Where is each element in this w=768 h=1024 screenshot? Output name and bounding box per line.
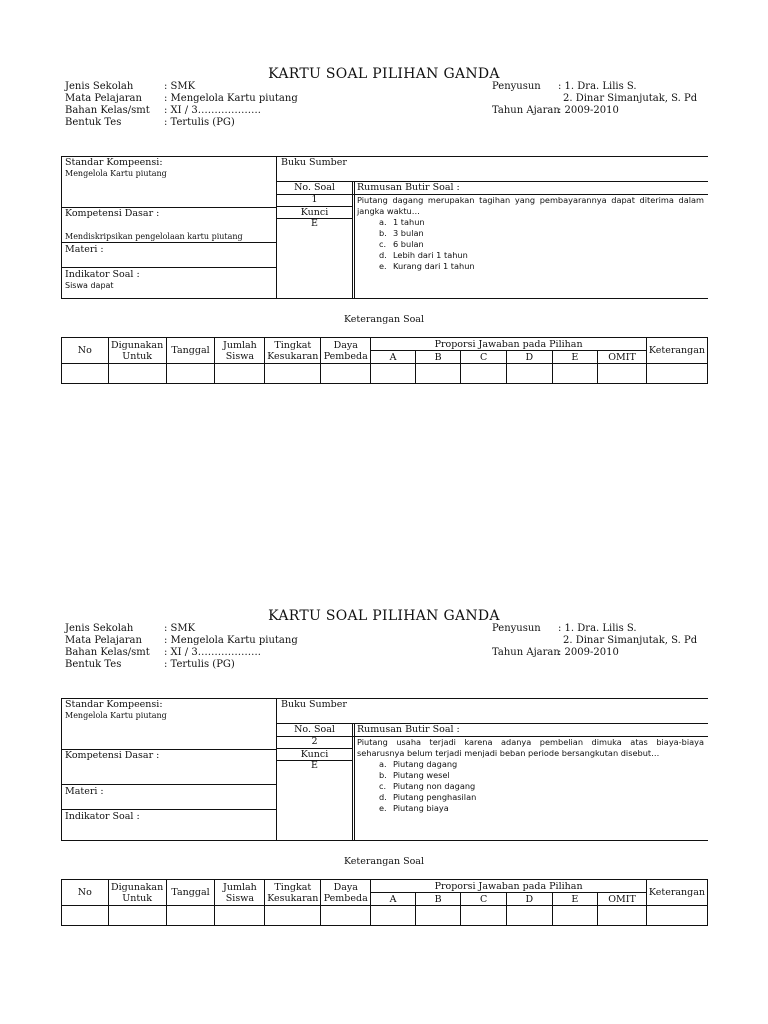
info-value: : XI / 3………………. bbox=[164, 647, 261, 658]
info-value: : XI / 3………………. bbox=[164, 105, 261, 116]
empty-cell bbox=[215, 906, 265, 926]
empty-cell bbox=[166, 364, 215, 384]
empty-cell bbox=[552, 364, 598, 384]
grid-line bbox=[61, 267, 277, 268]
empty-cell bbox=[321, 906, 371, 926]
indikator-label: Indikator Soal : bbox=[65, 811, 140, 822]
option-item: b. 3 bulan bbox=[379, 228, 424, 238]
choice-e: E bbox=[552, 351, 598, 364]
choice-c: C bbox=[461, 893, 507, 906]
indikator-label: Indikator Soal : bbox=[65, 269, 140, 280]
question-body bbox=[357, 195, 704, 272]
info-value: : Mengelola Kartu piutang bbox=[164, 635, 298, 646]
empty-cell bbox=[506, 906, 552, 926]
choice-a: A bbox=[371, 893, 416, 906]
empty-cell bbox=[461, 906, 507, 926]
choice-d: D bbox=[506, 893, 552, 906]
question-card bbox=[0, 66, 768, 466]
standar-value: Mengelola Kartu piutang bbox=[65, 711, 167, 720]
kunci-value: E bbox=[311, 218, 318, 229]
card-title: KARTU SOAL PILIHAN GANDA bbox=[268, 608, 500, 624]
empty-cell bbox=[265, 364, 321, 384]
grid-line bbox=[354, 181, 355, 299]
penyusun-label: Penyusun bbox=[492, 81, 541, 92]
info-values bbox=[164, 81, 298, 129]
no-soal-label: No. Soal bbox=[294, 182, 335, 193]
materi-label: Materi : bbox=[65, 244, 104, 255]
info-labels bbox=[65, 623, 150, 671]
choice-omit: OMIT bbox=[598, 351, 647, 364]
tahun-label: Tahun Ajaran bbox=[492, 105, 560, 116]
info-values bbox=[164, 623, 298, 671]
empty-cell bbox=[598, 364, 647, 384]
empty-cell bbox=[371, 364, 416, 384]
col-tanggal: Tanggal bbox=[166, 880, 215, 906]
author-labels bbox=[492, 81, 560, 117]
card-title: KARTU SOAL PILIHAN GANDA bbox=[268, 66, 500, 82]
materi-label: Materi : bbox=[65, 786, 104, 797]
info-label: Bahan Kelas/smt bbox=[65, 647, 150, 658]
standar-value: Mengelola Kartu piutang bbox=[65, 169, 167, 178]
grid-line bbox=[352, 181, 353, 299]
col-no: No bbox=[62, 880, 109, 906]
empty-cell bbox=[265, 906, 321, 926]
penyusun-label: Penyusun bbox=[492, 623, 541, 634]
choice-omit: OMIT bbox=[598, 893, 647, 906]
choice-b: B bbox=[415, 893, 461, 906]
empty-cell bbox=[108, 906, 166, 926]
col-tingkat: Tingkat Kesukaran bbox=[265, 338, 321, 364]
buku-sumber-label: Buku Sumber bbox=[281, 157, 347, 168]
empty-cell bbox=[415, 364, 461, 384]
standar-label: Standar Kompeensi: bbox=[65, 699, 163, 710]
empty-cell bbox=[321, 364, 371, 384]
choice-e: E bbox=[552, 893, 598, 906]
buku-sumber-label: Buku Sumber bbox=[281, 699, 347, 710]
col-digunakan: Digunakan Untuk bbox=[108, 880, 166, 906]
standar-label: Standar Kompeensi: bbox=[65, 157, 163, 168]
grid-line bbox=[61, 784, 277, 785]
empty-cell bbox=[646, 906, 707, 926]
col-digunakan: Digunakan Untuk bbox=[108, 338, 166, 364]
grid-line bbox=[61, 809, 277, 810]
info-label: Mata Pelajaran bbox=[65, 635, 142, 646]
empty-cell bbox=[598, 906, 647, 926]
tahun-value: : 2009-2010 bbox=[558, 647, 619, 658]
penyusun-1: : 1. Dra. Lilis S. bbox=[558, 81, 637, 92]
choice-d: D bbox=[506, 351, 552, 364]
col-no: No bbox=[62, 338, 109, 364]
col-tingkat: Tingkat Kesukaran bbox=[265, 880, 321, 906]
empty-cell bbox=[108, 364, 166, 384]
question-body bbox=[357, 737, 704, 814]
keterangan-table bbox=[61, 879, 708, 926]
info-label: Jenis Sekolah bbox=[65, 623, 134, 634]
col-keterangan: Keterangan bbox=[646, 338, 707, 364]
choice-a: A bbox=[371, 351, 416, 364]
kompetensi-value: Mendiskripsikan pengelolaan kartu piutang bbox=[65, 232, 243, 241]
tahun-value: : 2009-2010 bbox=[558, 105, 619, 116]
info-label: Bentuk Tes bbox=[65, 659, 122, 670]
info-labels bbox=[65, 81, 150, 129]
grid-line bbox=[354, 723, 355, 841]
col-jumlah: Jumlah Siswa bbox=[215, 338, 265, 364]
grid-line bbox=[61, 698, 62, 841]
option-item: e. Piutang biaya bbox=[379, 803, 449, 813]
empty-cell bbox=[646, 364, 707, 384]
grid-line bbox=[352, 723, 353, 841]
option-item: a. 1 tahun bbox=[379, 217, 425, 227]
rumusan-label: Rumusan Butir Soal : bbox=[357, 182, 460, 193]
empty-cell bbox=[415, 906, 461, 926]
info-label: Mata Pelajaran bbox=[65, 93, 142, 104]
kunci-value: E bbox=[311, 760, 318, 771]
kompetensi-label: Kompetensi Dasar : bbox=[65, 750, 160, 761]
empty-cell bbox=[461, 364, 507, 384]
choice-c: C bbox=[461, 351, 507, 364]
info-value: : Tertulis (PG) bbox=[164, 659, 235, 670]
tahun-label: Tahun Ajaran bbox=[492, 647, 560, 658]
option-item: d. Piutang penghasilan bbox=[379, 792, 477, 802]
author-values bbox=[558, 81, 697, 117]
kunci-label: Kunci bbox=[300, 749, 329, 760]
kunci-label: Kunci bbox=[300, 207, 329, 218]
grid-line bbox=[61, 156, 62, 299]
grid-line bbox=[61, 242, 277, 243]
info-value: : SMK bbox=[164, 81, 196, 92]
empty-cell bbox=[506, 364, 552, 384]
col-daya: Daya Pembeda bbox=[321, 338, 371, 364]
empty-cell bbox=[166, 906, 215, 926]
keterangan-table bbox=[61, 337, 708, 384]
empty-cell bbox=[62, 364, 109, 384]
choice-b: B bbox=[415, 351, 461, 364]
indikator-value: Siswa dapat bbox=[65, 281, 114, 290]
option-item: c. 6 bulan bbox=[379, 239, 424, 249]
option-list bbox=[357, 759, 704, 814]
option-item: b. Piutang wesel bbox=[379, 770, 450, 780]
option-list bbox=[357, 217, 704, 272]
empty-cell bbox=[215, 364, 265, 384]
col-daya: Daya Pembeda bbox=[321, 880, 371, 906]
col-jumlah: Jumlah Siswa bbox=[215, 880, 265, 906]
keterangan-title: Keterangan Soal bbox=[343, 856, 425, 867]
info-label: Jenis Sekolah bbox=[65, 81, 134, 92]
rumusan-label: Rumusan Butir Soal : bbox=[357, 724, 460, 735]
question-card bbox=[0, 608, 768, 1008]
kompetensi-label: Kompetensi Dasar : bbox=[65, 208, 160, 219]
no-soal-value: 2 bbox=[311, 736, 318, 747]
penyusun-2: 2. Dinar Simanjutak, S. Pd bbox=[563, 93, 698, 104]
keterangan-title: Keterangan Soal bbox=[343, 314, 425, 325]
col-proporsi: Proporsi Jawaban pada Pilihan bbox=[371, 338, 647, 351]
empty-cell bbox=[371, 906, 416, 926]
no-soal-label: No. Soal bbox=[294, 724, 335, 735]
col-proporsi: Proporsi Jawaban pada Pilihan bbox=[371, 880, 647, 893]
author-values bbox=[558, 623, 697, 659]
empty-cell bbox=[62, 906, 109, 926]
question-stem: Piutang dagang merupakan tagihan yang pembayarannya dapat diterima dalam jangka waktu… bbox=[357, 195, 704, 216]
col-tanggal: Tanggal bbox=[166, 338, 215, 364]
grid-line bbox=[61, 840, 708, 841]
no-soal-value: 1 bbox=[311, 194, 318, 205]
grid-line bbox=[61, 298, 708, 299]
empty-cell bbox=[552, 906, 598, 926]
penyusun-2: 2. Dinar Simanjutak, S. Pd bbox=[563, 635, 698, 646]
penyusun-1: : 1. Dra. Lilis S. bbox=[558, 623, 637, 634]
option-item: a. Piutang dagang bbox=[379, 759, 458, 769]
option-item: e. Kurang dari 1 tahun bbox=[379, 261, 475, 271]
info-value: : SMK bbox=[164, 623, 196, 634]
option-item: d. Lebih dari 1 tahun bbox=[379, 250, 468, 260]
info-label: Bahan Kelas/smt bbox=[65, 105, 150, 116]
info-value: : Mengelola Kartu piutang bbox=[164, 93, 298, 104]
info-value: : Tertulis (PG) bbox=[164, 117, 235, 128]
question-stem: Piutang usaha terjadi karena adanya pembelian dimuka atas biaya-biaya seharusnya belum terjadi menjadi beban periode bersangkutan disebut… bbox=[357, 737, 704, 758]
info-label: Bentuk Tes bbox=[65, 117, 122, 128]
author-labels bbox=[492, 623, 560, 659]
option-item: c. Piutang non dagang bbox=[379, 781, 476, 791]
col-keterangan: Keterangan bbox=[646, 880, 707, 906]
